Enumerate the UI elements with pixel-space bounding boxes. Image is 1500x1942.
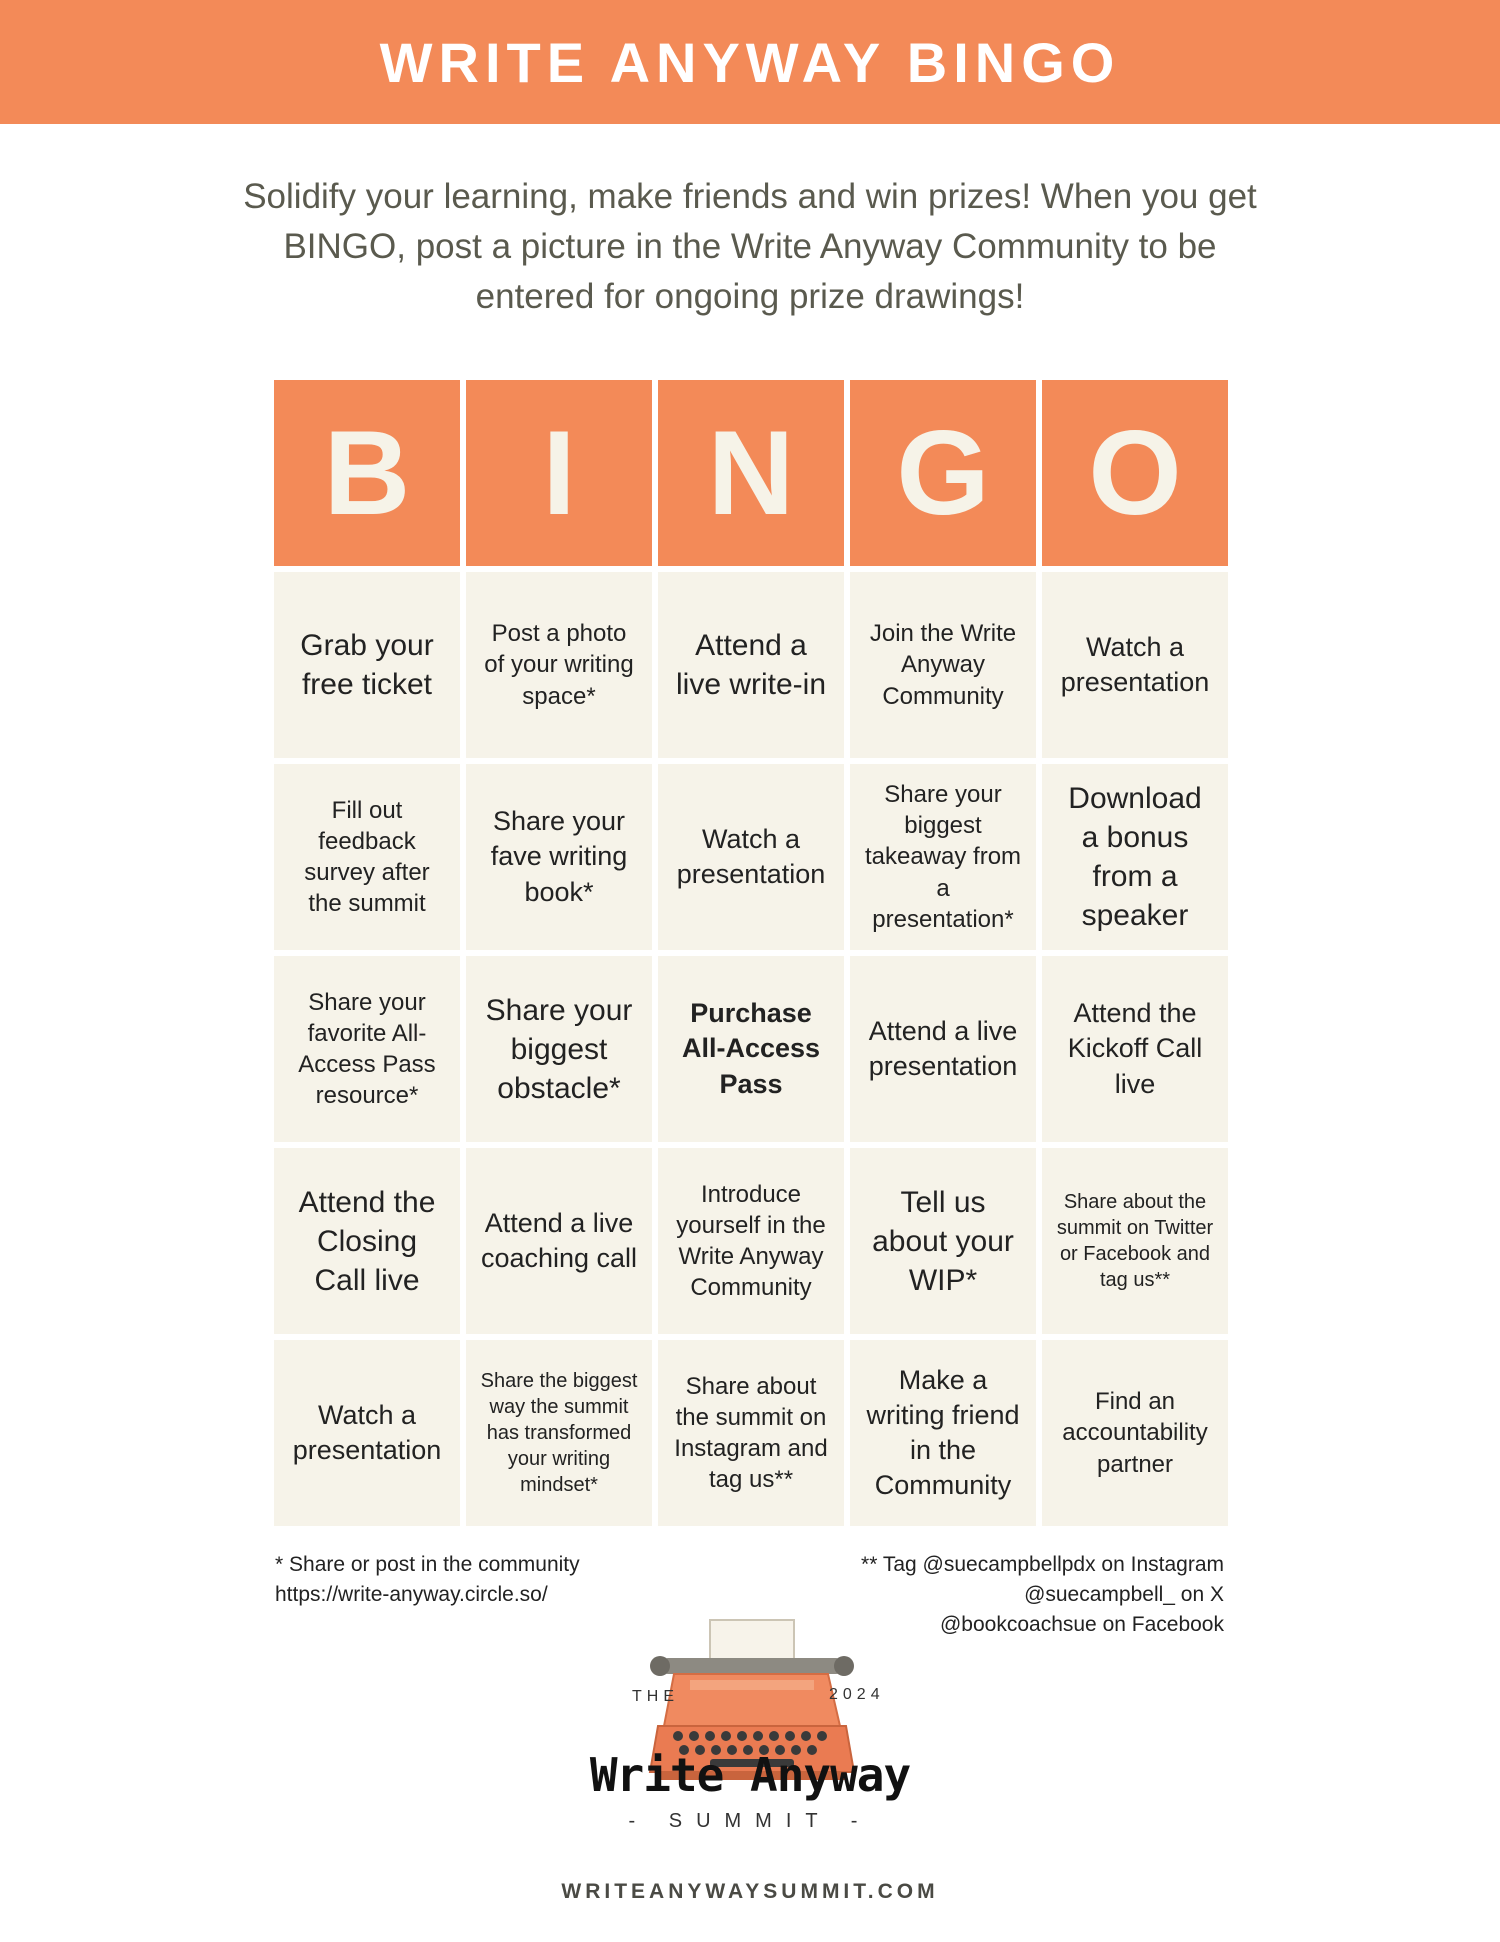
footnote-text: ** Tag @suecampbellpdx on Instagram <box>861 1553 1224 1576</box>
logo-subtitle: - SUMMIT - <box>628 1810 872 1832</box>
bingo-letter-o: O <box>1042 380 1228 566</box>
bingo-card <box>274 380 1228 1526</box>
bingo-square: Download a bonus from a speaker <box>1042 764 1228 950</box>
bingo-square: Watch a presentation <box>274 1340 460 1526</box>
header-banner <box>0 0 1500 124</box>
bingo-square: Share your biggest obstacle* <box>466 956 652 1142</box>
bingo-square: Attend a live coaching call <box>466 1148 652 1334</box>
logo-name: Write Anyway <box>589 1748 911 1802</box>
bingo-square: Share your biggest takeaway from a presentation* <box>850 764 1036 950</box>
bingo-square: Attend the Closing Call live <box>274 1148 460 1334</box>
bingo-letter-n: N <box>658 380 844 566</box>
bingo-square: Share the biggest way the summit has transformed your writing mindset* <box>466 1340 652 1526</box>
bingo-square: Share about the summit on Instagram and tag us** <box>658 1340 844 1526</box>
bingo-square: Find an accountability partner <box>1042 1340 1228 1526</box>
community-link[interactable]: https://write-anyway.circle.so/ <box>275 1583 548 1606</box>
bingo-square: Fill out feedback survey after the summit <box>274 764 460 950</box>
bingo-square: Attend the Kickoff Call live <box>1042 956 1228 1142</box>
logo-year: 2024 <box>829 1686 885 1703</box>
logo-the: THE <box>632 1688 679 1705</box>
page-title: WRITE ANYWAY BINGO <box>379 30 1121 94</box>
bingo-square: Post a photo of your writing space* <box>466 572 652 758</box>
bingo-square: Watch a presentation <box>658 764 844 950</box>
bingo-square-center: Purchase All-Access Pass <box>658 956 844 1142</box>
footnote-text: @bookcoachsue on Facebook <box>939 1613 1224 1636</box>
footnote-community <box>275 1550 675 1610</box>
bingo-square: Attend a live write-in <box>658 572 844 758</box>
bingo-square: Tell us about your WIP* <box>850 1148 1036 1334</box>
bingo-square: Share your favorite All-Access Pass resource* <box>274 956 460 1142</box>
intro-text: Solidify your learning, make friends and win prizes! When you get BINGO, post a picture in the Write Anyway Community to be entered for ongoing prize drawings! <box>243 177 1257 316</box>
bingo-square: Attend a live presentation <box>850 956 1036 1142</box>
bingo-square: Make a writing friend in the Community <box>850 1340 1036 1526</box>
bingo-letter-b: B <box>274 380 460 566</box>
bingo-square: Join the Write Anyway Community <box>850 572 1036 758</box>
bingo-square: Share your fave writing book* <box>466 764 652 950</box>
footnote-text: * Share or post in the community <box>275 1553 580 1576</box>
bingo-square: Introduce yourself in the Write Anyway Community <box>658 1148 844 1334</box>
footnote-text: @suecampbell_ on X <box>1024 1583 1224 1606</box>
bingo-letter-i: I <box>466 380 652 566</box>
website-link[interactable]: WRITEANYWAYSUMMIT.COM <box>561 1880 939 1903</box>
bingo-square: Share about the summit on Twitter or Facebook and tag us** <box>1042 1148 1228 1334</box>
bingo-square: Grab your free ticket <box>274 572 460 758</box>
bingo-letter-g: G <box>850 380 1036 566</box>
bingo-square: Watch a presentation <box>1042 572 1228 758</box>
